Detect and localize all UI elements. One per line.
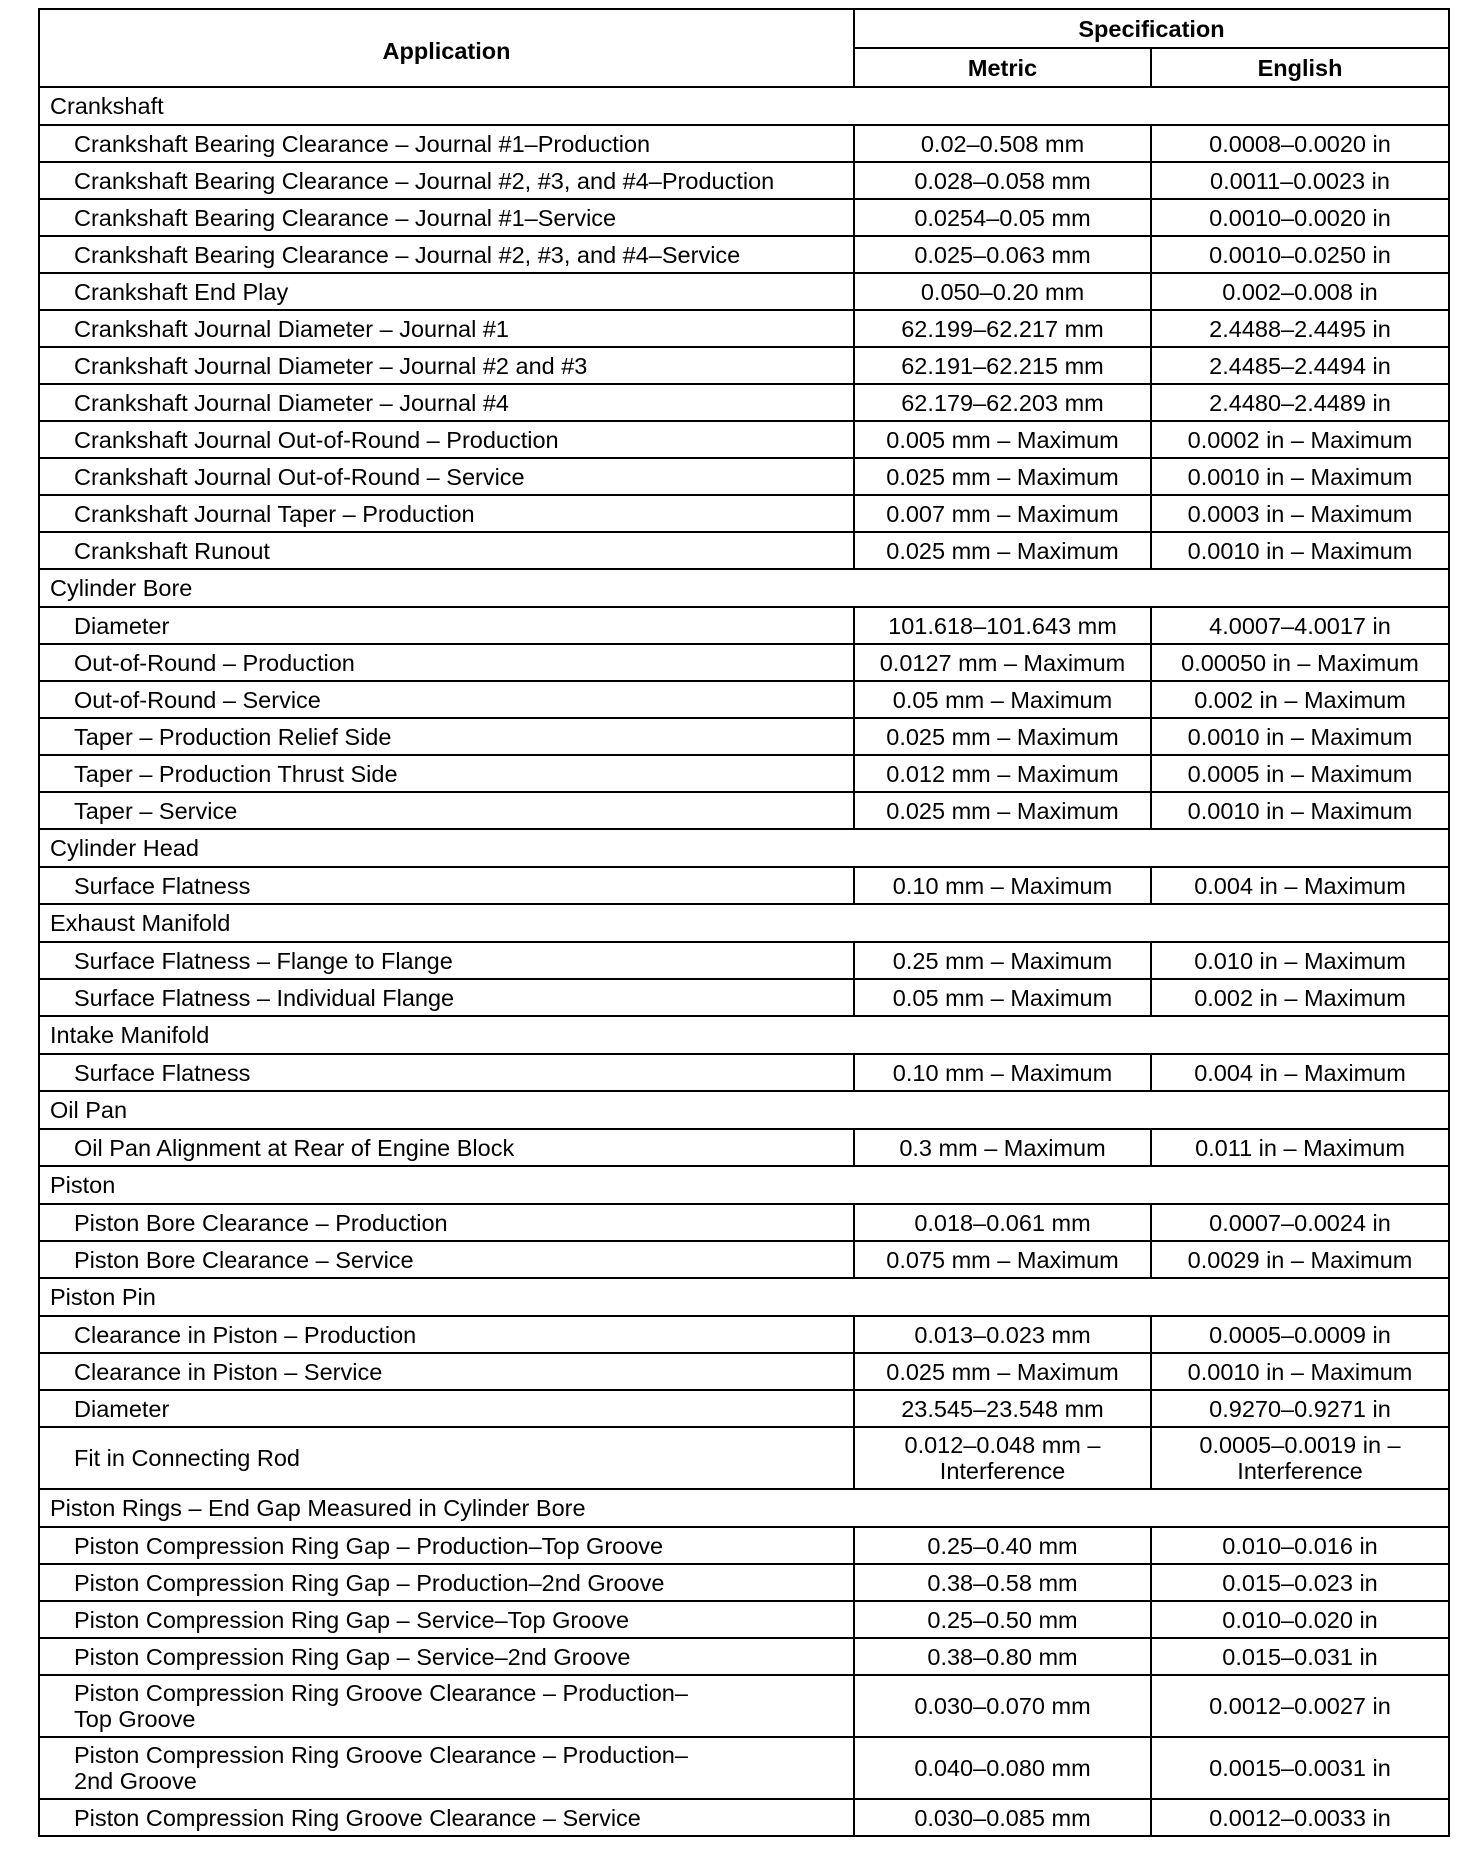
application-header: Application: [39, 9, 854, 87]
metric-value: 0.025 mm – Maximum: [854, 718, 1151, 755]
metric-value: 0.050–0.20 mm: [854, 273, 1151, 310]
application-cell: Out-of-Round – Production: [39, 644, 854, 681]
table-row: [39, 1737, 1449, 1799]
metric-header: Metric: [854, 48, 1151, 87]
application-cell: Crankshaft Bearing Clearance – Journal #2, #3, and #4–Production: [39, 162, 854, 199]
application-cell: Fit in Connecting Rod: [39, 1427, 854, 1489]
english-value: 2.4485–2.4494 in: [1151, 347, 1449, 384]
section-title: Crankshaft: [39, 87, 1449, 125]
section-title: Oil Pan: [39, 1091, 1449, 1129]
application-cell: Taper – Service: [39, 792, 854, 829]
metric-value: 0.025 mm – Maximum: [854, 792, 1151, 829]
english-value: 0.0011–0.0023 in: [1151, 162, 1449, 199]
metric-value: 62.179–62.203 mm: [854, 384, 1151, 421]
metric-value: 0.025 mm – Maximum: [854, 1353, 1151, 1390]
english-value: 0.004 in – Maximum: [1151, 867, 1449, 904]
table-row: [39, 273, 1449, 310]
table-row: [39, 1564, 1449, 1601]
table-row: [39, 979, 1449, 1016]
english-value: 0.0010 in – Maximum: [1151, 792, 1449, 829]
table-row: [39, 199, 1449, 236]
table-row: [39, 162, 1449, 199]
metric-value: 0.10 mm – Maximum: [854, 867, 1151, 904]
table-row: [39, 1390, 1449, 1427]
metric-value: 0.018–0.061 mm: [854, 1204, 1151, 1241]
application-cell: Clearance in Piston – Service: [39, 1353, 854, 1390]
table-row: [39, 1054, 1449, 1091]
metric-value: 23.545–23.548 mm: [854, 1390, 1151, 1427]
metric-value: 0.0127 mm – Maximum: [854, 644, 1151, 681]
table-row: [39, 1675, 1449, 1737]
metric-value: 0.040–0.080 mm: [854, 1737, 1151, 1799]
english-value: 0.015–0.023 in: [1151, 1564, 1449, 1601]
application-cell: Piston Compression Ring Groove Clearance – Production–2nd Groove: [39, 1737, 854, 1799]
metric-value: 0.030–0.070 mm: [854, 1675, 1151, 1737]
table-row: [39, 1353, 1449, 1390]
table-row: [39, 1129, 1449, 1166]
application-cell: Out-of-Round – Service: [39, 681, 854, 718]
metric-value: 0.25–0.50 mm: [854, 1601, 1151, 1638]
application-cell: Crankshaft Journal Out-of-Round – Service: [39, 458, 854, 495]
application-cell: Taper – Production Relief Side: [39, 718, 854, 755]
table-row: [39, 1316, 1449, 1353]
english-value: 4.0007–4.0017 in: [1151, 607, 1449, 644]
application-cell: Crankshaft Journal Diameter – Journal #2 and #3: [39, 347, 854, 384]
table-row: [39, 942, 1449, 979]
english-value: 0.010–0.020 in: [1151, 1601, 1449, 1638]
table-row: [39, 867, 1449, 904]
metric-value: 0.38–0.58 mm: [854, 1564, 1151, 1601]
english-value: 0.0010 in – Maximum: [1151, 532, 1449, 569]
metric-value: 0.025 mm – Maximum: [854, 458, 1151, 495]
table-row: [39, 755, 1449, 792]
section-row: [39, 829, 1449, 867]
section-title: Piston: [39, 1166, 1449, 1204]
application-cell: Piston Compression Ring Gap – Production–2nd Groove: [39, 1564, 854, 1601]
table-row: [39, 458, 1449, 495]
table-header: [39, 9, 1449, 87]
table-row: [39, 236, 1449, 273]
english-value: 0.002 in – Maximum: [1151, 681, 1449, 718]
english-value: 0.0008–0.0020 in: [1151, 125, 1449, 162]
table-row: [39, 1527, 1449, 1564]
application-cell: Oil Pan Alignment at Rear of Engine Block: [39, 1129, 854, 1166]
application-cell: Piston Compression Ring Gap – Production–Top Groove: [39, 1527, 854, 1564]
english-value: 0.0005–0.0009 in: [1151, 1316, 1449, 1353]
table-row: [39, 792, 1449, 829]
table-row: [39, 1601, 1449, 1638]
english-value: 0.0010 in – Maximum: [1151, 718, 1449, 755]
metric-value: 0.075 mm – Maximum: [854, 1241, 1151, 1278]
english-value: 0.0007–0.0024 in: [1151, 1204, 1449, 1241]
english-value: 0.002–0.008 in: [1151, 273, 1449, 310]
specification-table: [38, 8, 1450, 1837]
english-value: 0.0005–0.0019 in – Interference: [1151, 1427, 1449, 1489]
table-row: [39, 495, 1449, 532]
application-cell: Crankshaft Bearing Clearance – Journal #1–Service: [39, 199, 854, 236]
table-row: [39, 1204, 1449, 1241]
application-cell: Piston Bore Clearance – Service: [39, 1241, 854, 1278]
table-row: [39, 1799, 1449, 1836]
english-header: English: [1151, 48, 1449, 87]
metric-value: 0.012–0.048 mm – Interference: [854, 1427, 1151, 1489]
section-row: [39, 1489, 1449, 1527]
section-row: [39, 1166, 1449, 1204]
metric-value: 0.025–0.063 mm: [854, 236, 1151, 273]
english-value: 0.0012–0.0033 in: [1151, 1799, 1449, 1836]
application-cell: Surface Flatness – Individual Flange: [39, 979, 854, 1016]
metric-value: 0.013–0.023 mm: [854, 1316, 1151, 1353]
section-title: Cylinder Bore: [39, 569, 1449, 607]
english-value: 0.00050 in – Maximum: [1151, 644, 1449, 681]
application-cell: Piston Compression Ring Gap – Service–Top Groove: [39, 1601, 854, 1638]
application-cell: Surface Flatness: [39, 867, 854, 904]
application-cell: Crankshaft Journal Taper – Production: [39, 495, 854, 532]
metric-value: 0.3 mm – Maximum: [854, 1129, 1151, 1166]
english-value: 0.0003 in – Maximum: [1151, 495, 1449, 532]
table-row: [39, 384, 1449, 421]
metric-value: 0.028–0.058 mm: [854, 162, 1151, 199]
application-cell: Diameter: [39, 1390, 854, 1427]
table-row: [39, 310, 1449, 347]
application-cell: Crankshaft Journal Diameter – Journal #4: [39, 384, 854, 421]
table-row: [39, 681, 1449, 718]
application-cell: Crankshaft End Play: [39, 273, 854, 310]
english-value: 0.002 in – Maximum: [1151, 979, 1449, 1016]
application-cell: Taper – Production Thrust Side: [39, 755, 854, 792]
english-value: 0.0015–0.0031 in: [1151, 1737, 1449, 1799]
metric-value: 0.10 mm – Maximum: [854, 1054, 1151, 1091]
section-title: Exhaust Manifold: [39, 904, 1449, 942]
section-row: [39, 1091, 1449, 1129]
english-value: 0.010 in – Maximum: [1151, 942, 1449, 979]
english-value: 0.004 in – Maximum: [1151, 1054, 1449, 1091]
table-row: [39, 1241, 1449, 1278]
metric-value: 0.007 mm – Maximum: [854, 495, 1151, 532]
metric-value: 0.05 mm – Maximum: [854, 979, 1151, 1016]
english-value: 0.0029 in – Maximum: [1151, 1241, 1449, 1278]
metric-value: 0.02–0.508 mm: [854, 125, 1151, 162]
metric-value: 0.25–0.40 mm: [854, 1527, 1151, 1564]
english-value: 0.011 in – Maximum: [1151, 1129, 1449, 1166]
english-value: 2.4488–2.4495 in: [1151, 310, 1449, 347]
table-row: [39, 718, 1449, 755]
specification-header: Specification: [854, 9, 1449, 48]
metric-value: 62.199–62.217 mm: [854, 310, 1151, 347]
english-value: 0.9270–0.9271 in: [1151, 1390, 1449, 1427]
section-row: [39, 1016, 1449, 1054]
english-value: 0.015–0.031 in: [1151, 1638, 1449, 1675]
application-cell: Diameter: [39, 607, 854, 644]
application-cell: Crankshaft Bearing Clearance – Journal #2, #3, and #4–Service: [39, 236, 854, 273]
section-row: [39, 904, 1449, 942]
english-value: 0.0010 in – Maximum: [1151, 458, 1449, 495]
english-value: 0.0012–0.0027 in: [1151, 1675, 1449, 1737]
application-cell: Surface Flatness – Flange to Flange: [39, 942, 854, 979]
metric-value: 0.38–0.80 mm: [854, 1638, 1151, 1675]
application-cell: Piston Bore Clearance – Production: [39, 1204, 854, 1241]
application-cell: Piston Compression Ring Gap – Service–2nd Groove: [39, 1638, 854, 1675]
section-row: [39, 1278, 1449, 1316]
table-row: [39, 125, 1449, 162]
section-row: [39, 87, 1449, 125]
metric-value: 101.618–101.643 mm: [854, 607, 1151, 644]
table-row: [39, 532, 1449, 569]
english-value: 0.0002 in – Maximum: [1151, 421, 1449, 458]
application-cell: Crankshaft Journal Diameter – Journal #1: [39, 310, 854, 347]
application-cell: Clearance in Piston – Production: [39, 1316, 854, 1353]
english-value: 0.0010–0.0020 in: [1151, 199, 1449, 236]
metric-value: 0.005 mm – Maximum: [854, 421, 1151, 458]
table-row: [39, 347, 1449, 384]
metric-value: 0.25 mm – Maximum: [854, 942, 1151, 979]
metric-value: 62.191–62.215 mm: [854, 347, 1151, 384]
table-row: [39, 607, 1449, 644]
section-title: Intake Manifold: [39, 1016, 1449, 1054]
metric-value: 0.0254–0.05 mm: [854, 199, 1151, 236]
application-cell: Piston Compression Ring Groove Clearance – Service: [39, 1799, 854, 1836]
application-cell: Surface Flatness: [39, 1054, 854, 1091]
table-body: [39, 87, 1449, 1836]
english-value: 0.0010 in – Maximum: [1151, 1353, 1449, 1390]
table-row: [39, 1638, 1449, 1675]
application-cell: Crankshaft Journal Out-of-Round – Production: [39, 421, 854, 458]
application-cell: Piston Compression Ring Groove Clearance – Production–Top Groove: [39, 1675, 854, 1737]
english-value: 2.4480–2.4489 in: [1151, 384, 1449, 421]
english-value: 0.0005 in – Maximum: [1151, 755, 1449, 792]
metric-value: 0.030–0.085 mm: [854, 1799, 1151, 1836]
section-title: Cylinder Head: [39, 829, 1449, 867]
table-row: [39, 644, 1449, 681]
english-value: 0.010–0.016 in: [1151, 1527, 1449, 1564]
section-title: Piston Pin: [39, 1278, 1449, 1316]
metric-value: 0.025 mm – Maximum: [854, 532, 1151, 569]
english-value: 0.0010–0.0250 in: [1151, 236, 1449, 273]
table-row: [39, 1427, 1449, 1489]
application-cell: Crankshaft Bearing Clearance – Journal #1–Production: [39, 125, 854, 162]
application-cell: Crankshaft Runout: [39, 532, 854, 569]
section-title: Piston Rings – End Gap Measured in Cylinder Bore: [39, 1489, 1449, 1527]
table-row: [39, 421, 1449, 458]
section-row: [39, 569, 1449, 607]
metric-value: 0.05 mm – Maximum: [854, 681, 1151, 718]
metric-value: 0.012 mm – Maximum: [854, 755, 1151, 792]
